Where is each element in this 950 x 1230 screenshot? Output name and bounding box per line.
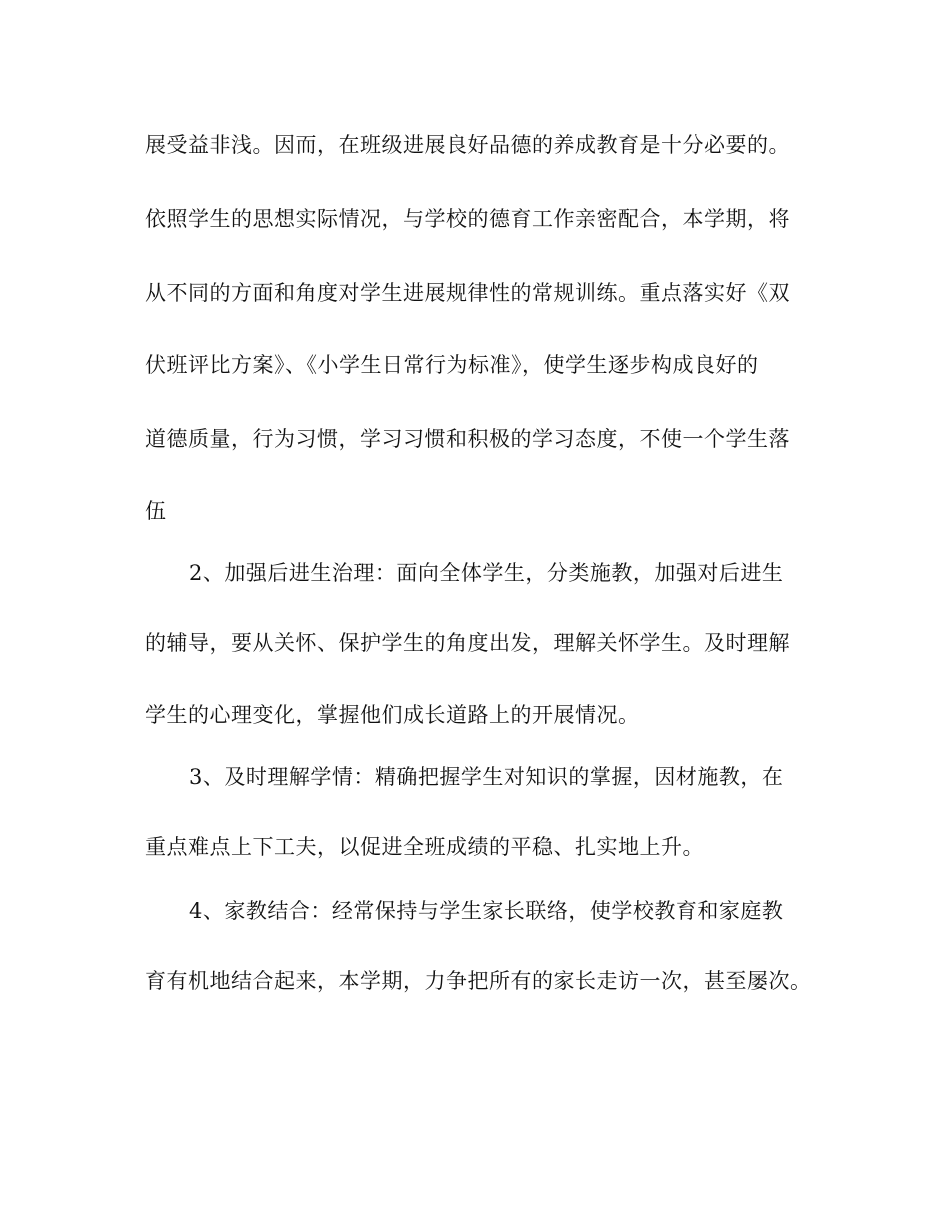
text-line-3: 从不同的方面和角度对学生进展规律性的常规训练。重点落实好《双 — [145, 281, 790, 305]
paragraph-3-start: 3、及时理解学情：精确把握学生对知识的掌握，因材施教，在 — [189, 765, 784, 789]
text-line-13: 育有机地结合起来，本学期，力争把所有的家长走访一次，甚至屡次。 — [145, 969, 812, 993]
paragraph-2-start: 2、加强后进生治理：面向全体学生，分类施教，加强对后进生 — [189, 561, 784, 585]
text-line-9: 学生的心理变化，掌握他们成长道路上的开展情况。 — [145, 703, 640, 727]
text-line-6: 伍 — [145, 499, 167, 523]
paragraph-4-start: 4、家教结合：经常保持与学生家长联络，使学校教育和家庭教 — [189, 899, 784, 923]
text-line-5: 道德质量，行为习惯，学习习惯和积极的学习态度，不使一个学生落 — [145, 427, 790, 451]
text-line-4: 伏班评比方案》、《小学生日常行为标准》，使学生逐步构成良好的 — [145, 353, 759, 377]
text-line-2: 依照学生的思想实际情况，与学校的德育工作亲密配合，本学期，将 — [145, 207, 790, 231]
text-line-11: 重点难点上下工夫，以促进全班成绩的平稳、扎实地上升。 — [145, 835, 704, 859]
text-line-8: 的辅导，要从关怀、保护学生的角度出发，理解关怀学生。及时理解 — [145, 631, 790, 655]
text-line-1: 展受益非浅。因而，在班级进展良好品德的养成教育是十分必要的。 — [145, 133, 790, 157]
